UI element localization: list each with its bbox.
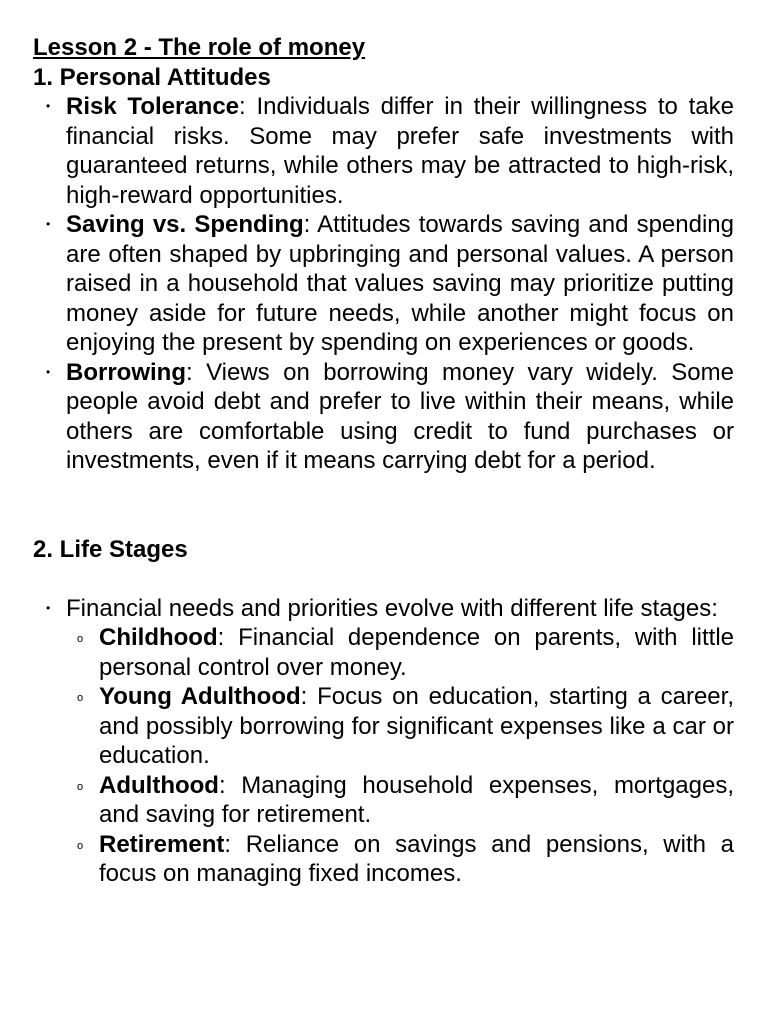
term-borrowing: Borrowing (66, 358, 186, 386)
life-stages-sublist (66, 623, 734, 889)
term-saving-vs-spending: Saving vs. Spending (66, 211, 304, 238)
list-item-life-stages-intro (33, 594, 734, 889)
section-heading-life-stages: 2. Life Stages (33, 535, 188, 563)
life-stages-list (33, 594, 734, 889)
list-item-risk-tolerance (33, 92, 734, 210)
sublist-item-adulthood (66, 771, 734, 830)
description-risk-tolerance: : Individuals differ in their willingness to take financial risks. Some may prefer safe investments with guaranteed returns, while others may be attracted to high-risk, high-reward opportunities. (66, 93, 734, 209)
list-item-borrowing (33, 358, 734, 476)
list-item-saving-vs-spending (33, 210, 734, 358)
personal-attitudes-list (33, 92, 734, 476)
term-young-adulthood: Young Adulthood (99, 683, 301, 710)
bullet-icon: • (46, 600, 51, 615)
term-retirement: Retirement (99, 830, 225, 858)
term-adulthood: Adulthood (99, 771, 219, 799)
circle-bullet-icon: o (77, 692, 84, 704)
bullet-icon: • (46, 99, 51, 113)
term-childhood: Childhood (99, 624, 218, 651)
circle-bullet-icon: o (77, 780, 84, 793)
description-saving-vs-spending: : Attitudes towards saving and spending are often shaped by upbringing and personal values. A person raised in a household that values saving may prioritize putting money aside for future needs, while another might focus on enjoying the present by spending on experiences or goods. (66, 211, 734, 356)
circle-bullet-icon: o (77, 633, 84, 645)
description-young-adulthood: : Focus on education, starting a career, and possibly borrowing for significant expenses like a car or education. (99, 683, 734, 769)
section-spacer (33, 476, 734, 535)
sublist-item-young-adulthood (66, 682, 734, 771)
description-adulthood: : Managing household expenses, mortgages, and saving for retirement. (99, 771, 734, 828)
document-page (33, 33, 734, 889)
term-risk-tolerance: Risk Tolerance (66, 93, 240, 120)
lesson-title: Lesson 2 - The role of money (33, 34, 366, 61)
sublist-item-retirement (66, 830, 734, 889)
bullet-icon: • (46, 364, 51, 379)
life-stages-intro-text: Financial needs and priorities evolve with different life stages: (66, 594, 718, 622)
sublist-item-childhood (66, 623, 734, 682)
section-heading-personal-attitudes: 1. Personal Attitudes (33, 63, 271, 91)
description-borrowing: : Views on borrowing money vary widely. Some people avoid debt and prefer to live within their means, while others are comfortable using credit to fund purchases or investments, even if it means carrying debt for a period. (66, 358, 734, 474)
bullet-icon: • (46, 217, 51, 231)
description-childhood: : Financial dependence on parents, with little personal control over money. (99, 624, 734, 681)
description-retirement: : Reliance on savings and pensions, with a focus on managing fixed incomes. (99, 830, 734, 887)
circle-bullet-icon: o (77, 839, 84, 852)
heading-spacer (33, 564, 734, 594)
